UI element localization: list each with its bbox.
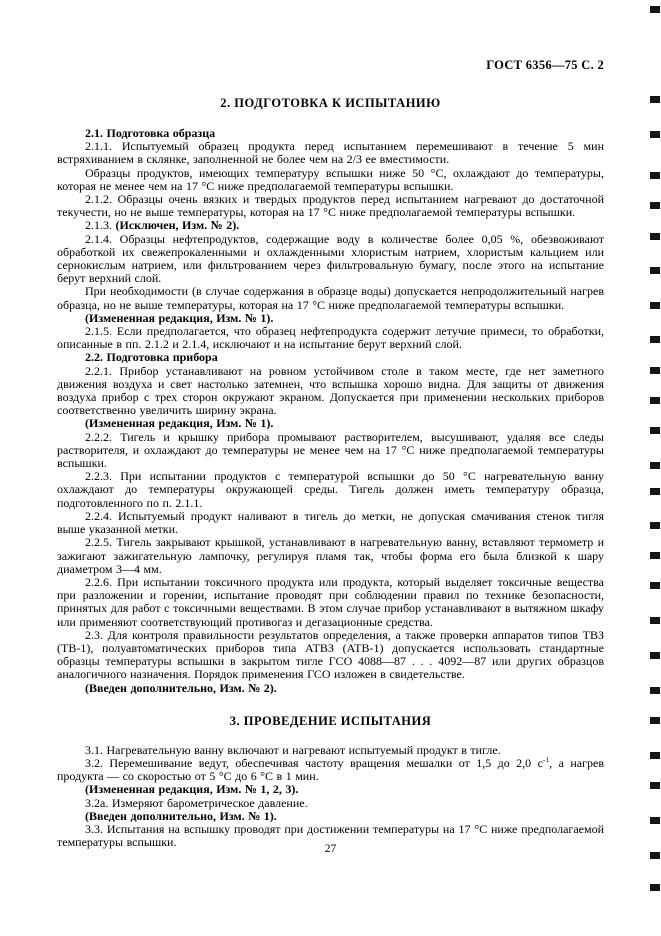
paragraph: (Введен дополнительно, Изм. № 1). [85,808,277,823]
paragraph: 3.2. Перемешивание ведут, обеспечивая частоту вращения мешалки от 1,5 до 2,0 $с^{-1}$, а нагрев продукта — со скоростью от 5 °С до 6 °С в 1 мин. [57,754,604,784]
scan-mark [650,522,660,529]
scan-mark [650,652,660,659]
section-title: 3. ПРОВЕДЕНИЕ ИСПЫТАНИЯ [229,713,432,728]
paragraph: При необходимости (в случае содержания в образце воды) допускается непродолжительный нагрев образца, но не выше температуры, которая на 17 °С ниже предполагаемой температуры вспышки. [57,284,604,312]
scan-mark [650,582,660,589]
paragraph: (Введен дополнительно, Изм. № 2). [85,680,277,695]
scan-mark [650,462,660,469]
scan-mark [650,302,660,309]
page-number: 27 [324,843,337,855]
scan-mark [650,884,660,891]
paragraph: 2.1.3. (Исключен, Изм. № 2). [85,218,240,233]
scan-mark [650,687,660,694]
paragraph: (Измененная редакция, Изм. № 1, 2, 3). [85,782,299,797]
paragraph: 2.2.4. Испытуемый продукт наливают в тигель до метки, не допуская смачивания стенок тигля выше указанной метки. [57,508,604,537]
paragraph: 3.1. Нагревательную ванну включают и нагревают испытуемый продукт в тигле. [85,742,501,757]
paragraph: 2.2.1. Прибор устанавливают на ровном устойчивом столе в таком месте, где нет заметного движения воздуха и свет настолько затемнен, что вспышка хорошо видна. Для защиты от движения воздуха прибор с трех сторон окружают экраном. Допускается при применении нескольких приборов соответственно увеличить ширину экрана. [57,363,604,418]
paragraph: (Измененная редакция, Изм. № 1). [85,310,274,325]
scan-mark [650,6,660,13]
scan-mark [650,617,660,624]
paragraph: 2.2.5. Тигель закрывают крышкой, устанавливают в нагревательную ванну, вставляют термометр и зажигают зажигательную лампочку, регулируя пламя так, чтобы форма его была близкой к шару диаметром 3—4 мм. [57,535,604,576]
paragraph: 2.1.5. Если предполагается, что образец нефтепродукта содержит летучие примеси, то обработки, описанные в пп. 2.1.2 и 2.1.4, исключают и на испытание берут верхний слой. [57,324,604,352]
paragraph: 2.1.1. Испытуемый образец продукта перед испытанием перемешивают в течение 5 мин встряхиванием в склянке, заполненной не более чем на 2/3 ее вместимости. [57,139,604,167]
paragraph: Образцы продуктов, имеющих температуру вспышки ниже 50 °С, охлаждают до температуры, которая не менее чем на 17 °С ниже предполагаемой температуры вспышки. [57,165,604,193]
scan-mark [650,367,660,374]
paragraph: 3.3. Испытания на вспышку проводят при достижении температуры на 17 °С ниже предполагаемой температуры вспышки. [57,821,604,850]
paragraph: 2.1.2. Образцы очень вязких и твердых продуктов перед испытанием нагревают до достаточной текучести, но не выше температуры, которая на 17 °С ниже предполагаемой температуры вспышки. [57,192,604,220]
document-content [57,96,604,849]
scan-mark [650,267,660,274]
scan-mark [650,233,660,240]
paragraph: 2.1. Подготовка образца [85,126,216,140]
paragraph: (Измененная редакция, Изм. № 1). [85,416,274,431]
scan-mark [650,336,660,343]
scan-mark [650,427,660,434]
sections-container [57,96,604,849]
scan-mark [650,397,660,404]
paragraph: 2.2. Подготовка прибора [85,350,218,365]
paragraph: 2.2.6. При испытании токсичного продукта или продукта, который выделяет токсичные вещества при разложении и горении, испытание проводят при соблюдении правил по технике безопасности, принятых для работ с токсичными веществами. В этом случае прибор устанавливают в вытяжном шкафу или применяют соответствующий противогаз и дегазационные средства. [57,574,604,629]
paragraph: 2.2.3. При испытании продуктов с температурой вспышки до 50 °С нагревательную ванну охлаждают до температуры окружающей среды. Тигель должен иметь температуру образца, подготовленного по п. 2.1.1. [57,469,604,510]
section-title: 2. ПОДГОТОВКА К ИСПЫТАНИЮ [220,96,441,110]
paragraph: 2.2.2. Тигель и крышку прибора промывают растворителем, высушивают, удаляя все следы растворителя, и охлаждают до температуры не менее чем на 17 °С ниже предполагаемой температуры вспышки. [57,429,604,471]
scan-mark [650,852,660,859]
document-code-header: ГОСТ 6356—75 С. 2 [486,58,604,72]
scan-mark [650,782,660,789]
scan-mark [650,172,660,179]
scan-mark [650,488,660,495]
scan-mark [650,817,660,824]
paragraph: 3.2а. Измеряют барометрическое давление. [85,795,308,810]
scan-mark [650,752,660,759]
scan-mark [650,552,660,559]
paragraph: 2.3. Для контроля правильности результатов определения, а также проверки аппаратов типов ТВЗ (ТВ-1), полуавтоматических приборов типа АТВЗ (АТВ-1) допускается использовать стандартные образцы температуры вспышки в закрытом тигле ГСО 4088—87 . . . 4092—87 или других образцов аналогичного назначения. Порядок применения ГСО изложен в свидетельстве. [57,627,604,682]
scan-mark [650,202,660,209]
paragraph: 2.1.4. Образцы нефтепродуктов, содержащие воду в количестве более 0,05 %, обезвоживают обработкой их свежепрокаленными и охлажденными хлористым натрием, хлористым кальцием или сернокислым натрием, или фильтрованием через фильтровальную бумагу, после этого на испытание берут верхний слой. [57,231,604,286]
scan-mark [650,96,660,103]
scan-mark [650,131,660,138]
scan-mark [650,717,660,724]
